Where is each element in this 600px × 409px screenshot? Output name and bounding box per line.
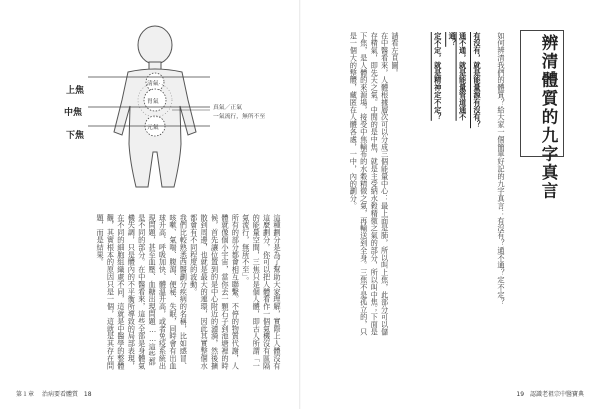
- left-body-text: [64, 214, 282, 370]
- organ-label-kidney: 元氣: [147, 125, 159, 131]
- annotation-qi-line1: 真氣／正氣: [213, 105, 242, 111]
- zone-label-lower: 下焦: [66, 131, 85, 141]
- intro-text: [486, 32, 506, 337]
- left-paragraph-1: 這種劃分是為了幫助大家理解，實際上人體沒有這麼劃分，你可以把人體看作一個氣機沒有區隔的能量空間，三焦只是個人體，即古人所謂「一氣流行，無所不至」。: [241, 214, 282, 370]
- footer-chapter-title: 治病要看體質: [41, 391, 78, 398]
- question-1: 有沒有，就是能量源有沒有？: [473, 32, 482, 129]
- organ-label-stomach: 胃氣: [147, 99, 159, 105]
- section-title: 辨清體質的九字真言: [539, 34, 558, 201]
- human-silhouette-icon: [60, 22, 285, 192]
- left-footer: [16, 389, 96, 398]
- zone-label-middle: 中焦: [64, 108, 83, 118]
- left-paragraph-2: 所有的部分都會相互聯繫。不停的物質代謝，人體就像個小宇宙，當你丟一顆石子到池塘裡的時候，首先讓位置到的是中心附近的漣漪，然後擴散到周邊，也就是最大的連環，因此其實整個水都會有不同程度的波動。: [189, 214, 241, 370]
- footer-book-title: 認識老祖宗中醫寶典: [529, 391, 584, 398]
- organ-label-lung: 清氣: [147, 81, 159, 87]
- question-list: [428, 32, 482, 132]
- footer-page-number-left: 18: [83, 391, 92, 398]
- right-page: [300, 0, 600, 409]
- annotation-qi-line2: 一氣流行，無所不至: [213, 114, 266, 120]
- intro-paragraph: 如何辨清我們的體質？給大家一個簡單好記的九字真言：有沒有？通不通？定不定？: [497, 32, 506, 306]
- question-3: 定不定，就是精神定不定？: [433, 32, 443, 121]
- body-diagram: [60, 22, 285, 192]
- footer-page-number-right: 19: [516, 391, 525, 398]
- right-body-text: [310, 32, 400, 337]
- right-paragraph-1: 請看左頁圖。: [391, 32, 400, 77]
- left-paragraph-3: 我們比較熟悉西醫劃分疾病的名稱，比如感冒、咳嗽、氣喘、腹瀉、便秘、失眠，同時會有出血球升高、呼吸加快、體溫升高，或者免疫系統出現問題，甚至血壓、血糖出現問題……這些都是不同的部分。在中醫看來，這些全部是身體氣機失調，只是體內的不平衡所導致的局部表現，在不同的細胞組織處不同，這就是中醫學的整體觀，其實根本的原因只是一個，這就是其存在問題，而是結果。: [96, 214, 189, 370]
- right-paragraph-2: 在中醫看來，人體根據層次可以分成三個能量中心：最上面是肺，所以叫上焦，此部分可以儲存精氣，即先天之氣。中間的是中焦，就是主受納水穀精微之氣的部分，所以叫中焦；下面是下焦，是人體的來源場，接受中焦輸布的水穀精微之氣，再輸送到全身。三焦不是孤立的，只是一個大的整體，藏匿在人體各處，一中，內的劃分。: [349, 32, 390, 336]
- footer-chapter: 第１章: [16, 391, 35, 398]
- question-2: 通不通，就是能量管道通不通？: [448, 32, 468, 121]
- zone-label-upper: 上焦: [66, 86, 85, 96]
- right-footer: [512, 389, 584, 398]
